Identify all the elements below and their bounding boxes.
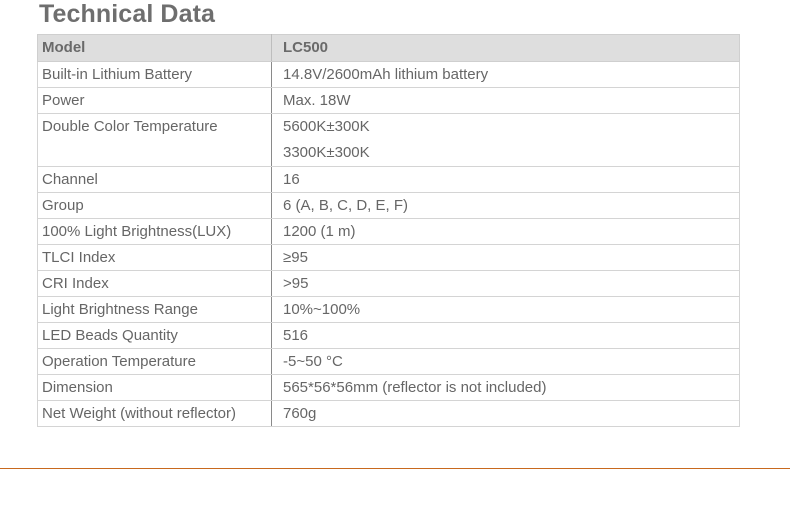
spec-value: ≥95 [272, 245, 740, 271]
spec-label: LED Beads Quantity [38, 323, 272, 349]
spec-label: Dimension [38, 375, 272, 401]
spec-value: Max. 18W [272, 88, 740, 114]
spec-value: 16 [272, 167, 740, 193]
spec-label: TLCI Index [38, 245, 272, 271]
spec-label: Double Color Temperature [38, 114, 272, 167]
spec-value: 565*56*56mm (reflector is not included) [272, 375, 740, 401]
table-row [38, 167, 740, 193]
table-row [38, 297, 740, 323]
spec-label: Power [38, 88, 272, 114]
table-row [38, 62, 740, 88]
header-value-cell: LC500 [272, 35, 740, 62]
spec-value: 760g [272, 401, 740, 427]
spec-label: 100% Light Brightness(LUX) [38, 219, 272, 245]
table-header-row [38, 35, 740, 62]
table-row [38, 193, 740, 219]
spec-label: Light Brightness Range [38, 297, 272, 323]
spec-value: -5~50 °C [272, 349, 740, 375]
spec-label: Net Weight (without reflector) [38, 401, 272, 427]
spec-label: Group [38, 193, 272, 219]
table-row [38, 401, 740, 427]
spec-value-multiline [272, 114, 740, 167]
header-key-cell: Model [38, 35, 272, 62]
table-row [38, 114, 740, 167]
spec-table [37, 34, 740, 427]
table-row [38, 271, 740, 297]
spec-value: >95 [272, 271, 740, 297]
spec-label: Channel [38, 167, 272, 193]
spec-value: 10%~100% [272, 297, 740, 323]
spec-label: Built-in Lithium Battery [38, 62, 272, 88]
spec-value: 14.8V/2600mAh lithium battery [272, 62, 740, 88]
table-row [38, 323, 740, 349]
section-divider [0, 468, 790, 469]
table-row [38, 245, 740, 271]
spec-value: 6 (A, B, C, D, E, F) [272, 193, 740, 219]
spec-label: CRI Index [38, 271, 272, 297]
table-row [38, 375, 740, 401]
spec-value-line: 3300K±300K [283, 144, 370, 161]
spec-value-line: 5600K±300K [283, 118, 370, 135]
spec-value: 516 [272, 323, 740, 349]
table-row [38, 219, 740, 245]
page-title: Technical Data [39, 0, 215, 28]
table-row [38, 88, 740, 114]
spec-label: Operation Temperature [38, 349, 272, 375]
table-row [38, 349, 740, 375]
spec-value: 1200 (1 m) [272, 219, 740, 245]
